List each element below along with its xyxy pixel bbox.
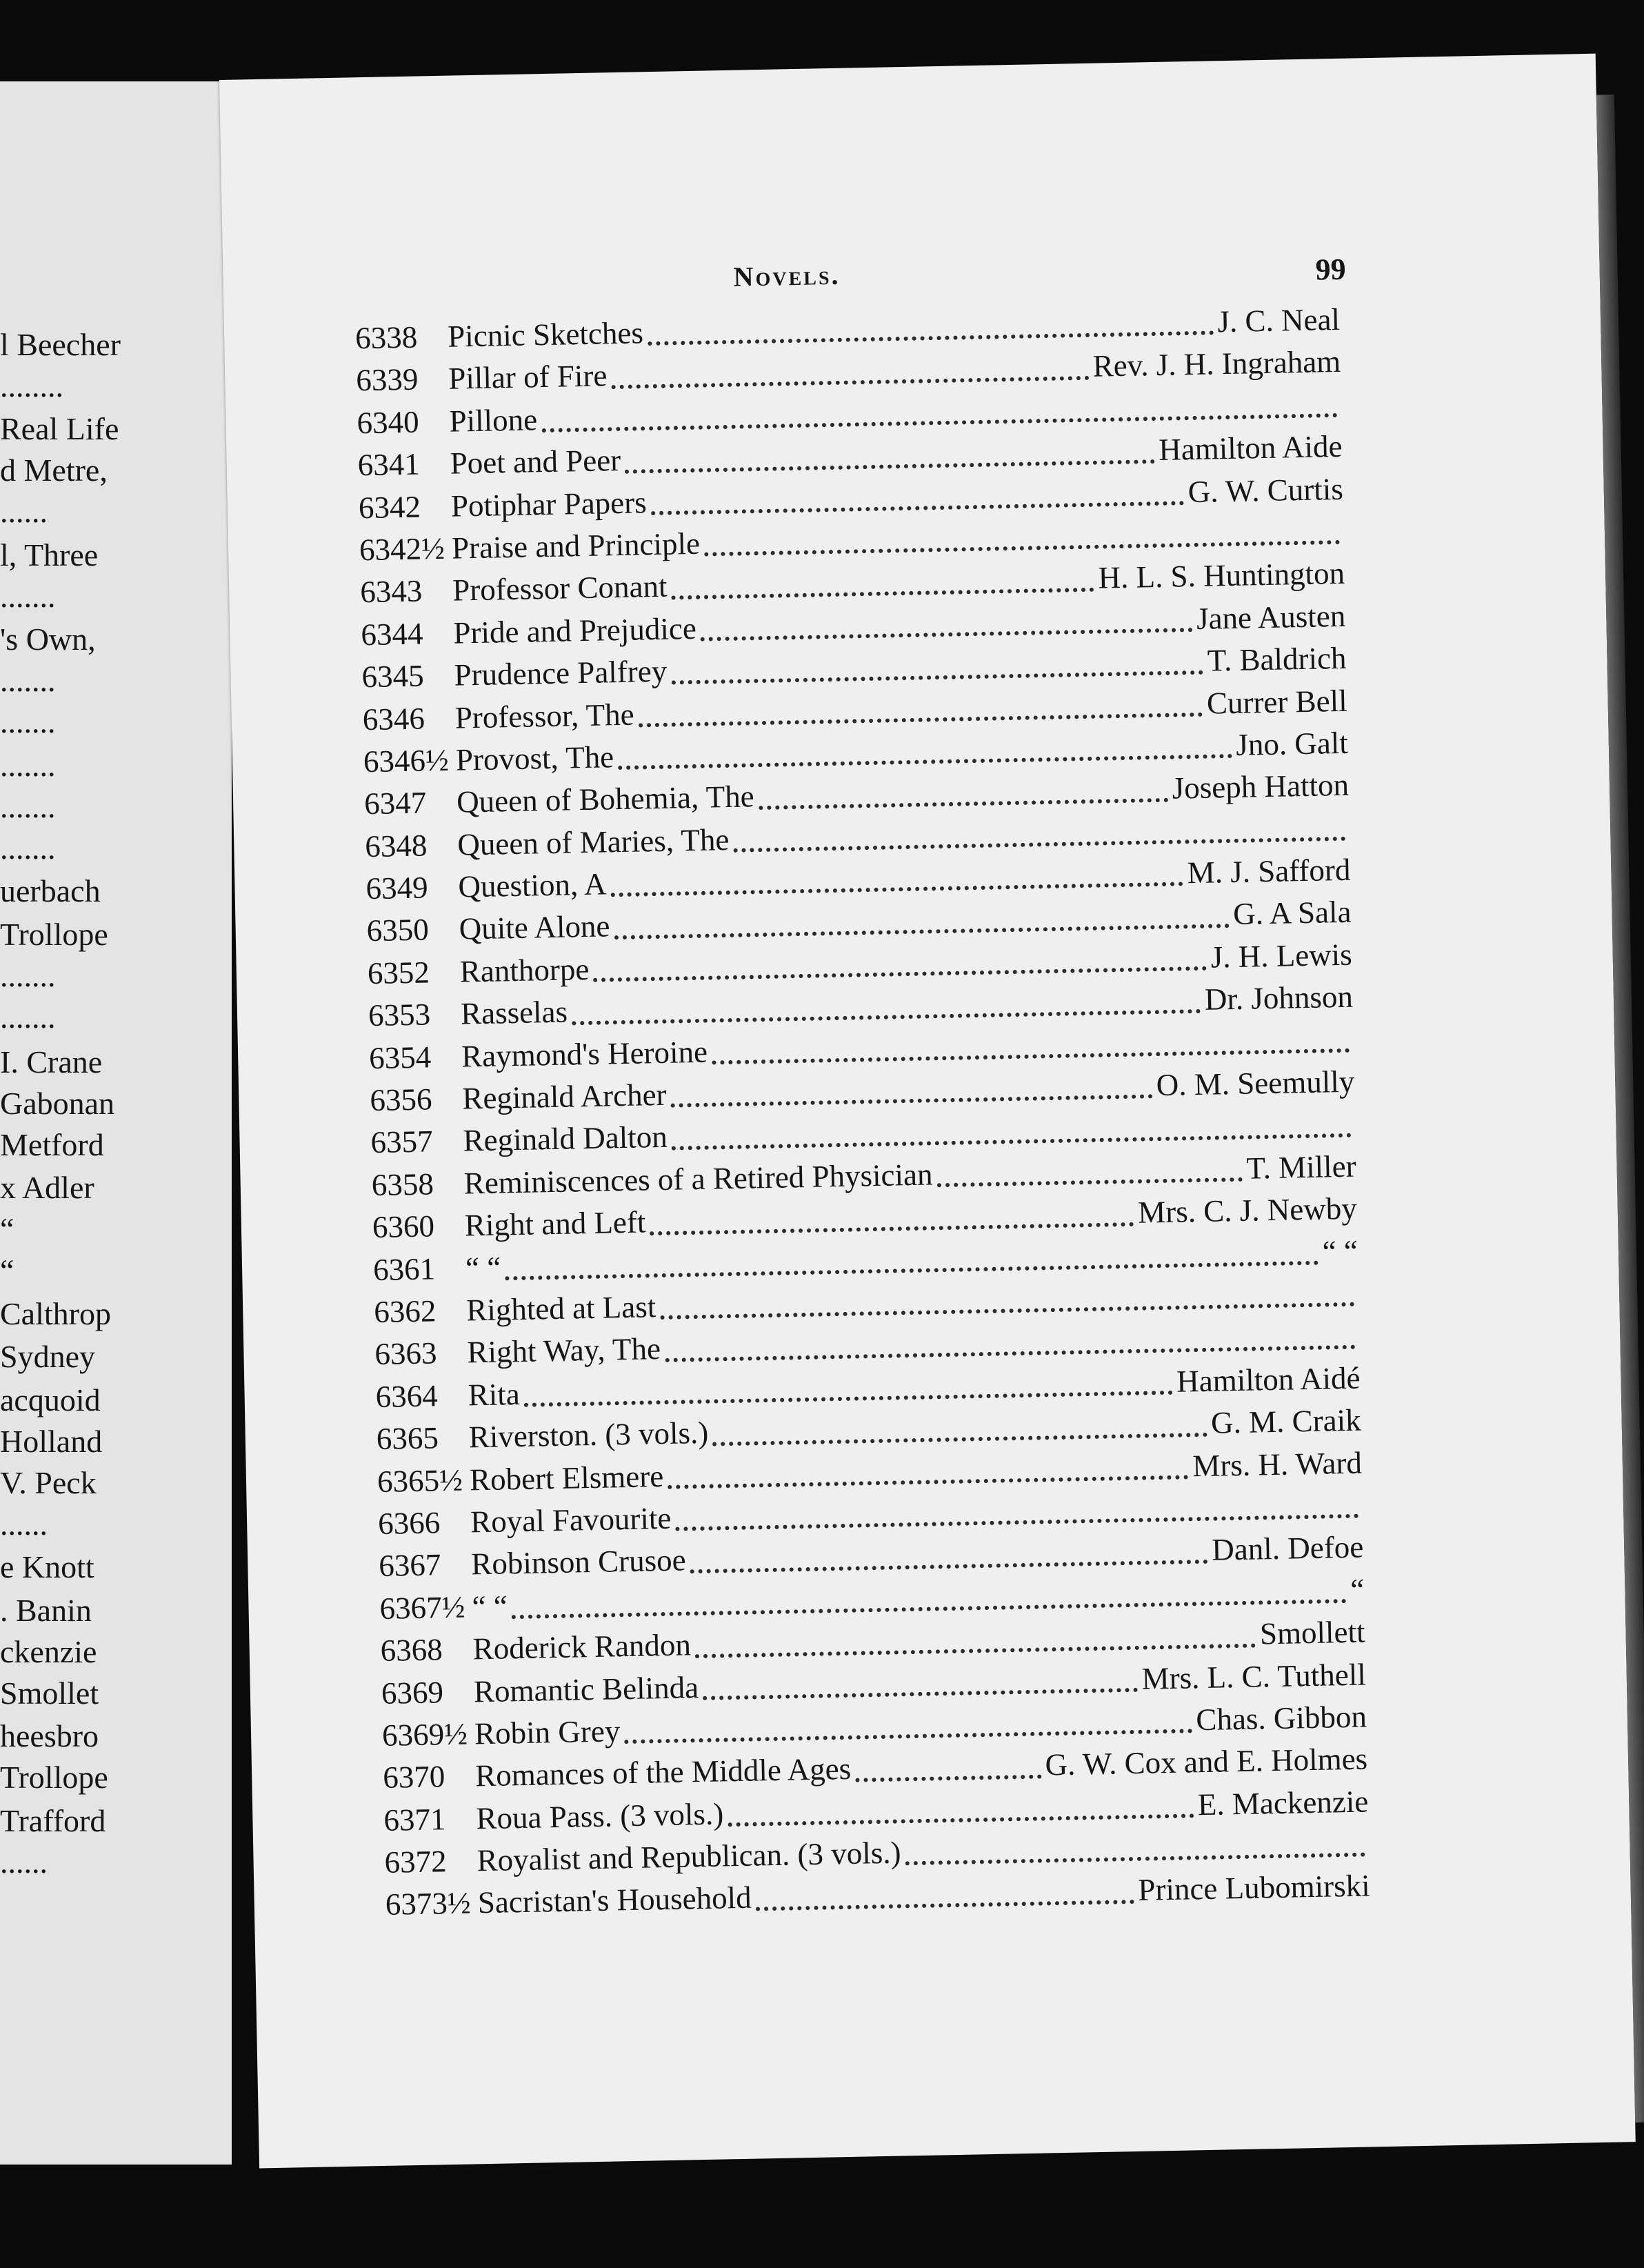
dot-leader	[612, 376, 1090, 389]
dot-leader	[524, 1391, 1173, 1407]
entry-title: Rita	[468, 1376, 521, 1413]
left-page-fragment: “	[0, 1253, 14, 1288]
entry-number: 6356	[369, 1082, 432, 1118]
entry-number: 6352	[367, 955, 430, 991]
entry-title: Reginald Archer	[461, 1077, 667, 1116]
entry-title: Pillar of Fire	[448, 358, 608, 397]
entry-number: 6342	[358, 489, 421, 525]
left-page-fragment: .......	[0, 789, 56, 824]
entry-title: Quite Alone	[459, 908, 610, 947]
entry-number: 6366	[377, 1505, 441, 1541]
entry-author: Currer Bell	[1206, 683, 1348, 721]
left-page-fragment: ........	[0, 368, 63, 404]
left-page-fragment: ......	[0, 1844, 48, 1880]
entry-title: Royalist and Republican. (3 vols.)	[477, 1835, 901, 1878]
entry-number: 6340	[357, 404, 420, 441]
dot-leader	[671, 670, 1203, 684]
entry-title: Picnic Sketches	[447, 315, 644, 354]
left-page-fragment: d Metre,	[0, 452, 108, 488]
entry-number: 6369	[381, 1674, 444, 1711]
entry-number: 6365½	[377, 1462, 463, 1499]
entry-title: “ “	[472, 1589, 508, 1624]
entry-title: Right and Left	[464, 1204, 646, 1243]
dot-leader	[668, 1475, 1188, 1489]
entry-title: Riverston. (3 vols.)	[468, 1415, 709, 1455]
entry-title: Praise and Principle	[451, 526, 701, 566]
left-page-fragment: I. Crane	[0, 1044, 103, 1080]
entry-author: J. H. Lewis	[1210, 937, 1353, 975]
entry-number: 6339	[355, 361, 419, 398]
left-page-fragment: Smollet	[0, 1675, 99, 1711]
entry-title: “ “	[465, 1250, 501, 1286]
dot-leader	[618, 754, 1232, 770]
entry-number: 6369½	[381, 1716, 468, 1753]
entry-title: Roderick Randon	[472, 1627, 692, 1667]
left-page-fragment: 's Own,	[0, 621, 96, 657]
entry-author: H. L. S. Huntington	[1098, 556, 1345, 596]
entry-title: Prudence Palfrey	[454, 653, 668, 693]
dot-leader	[756, 1900, 1134, 1911]
left-page-fragment: .......	[0, 579, 56, 614]
left-page-fragment: heesbro	[0, 1718, 99, 1753]
dot-leader	[734, 837, 1346, 853]
left-page-fragment: l Beecher	[0, 327, 121, 362]
left-page-fragment: Trollope	[0, 1760, 108, 1795]
left-page-fragment: ckenzie	[0, 1634, 97, 1669]
dot-leader	[672, 588, 1094, 600]
dot-leader	[572, 1009, 1201, 1026]
entry-number: 6373½	[385, 1885, 472, 1922]
entry-number: 6343	[359, 573, 423, 610]
entry-number: 6363	[374, 1335, 437, 1372]
dot-leader	[660, 1302, 1354, 1320]
dot-leader	[676, 1514, 1359, 1531]
left-page-fragment: Calthrop	[0, 1296, 111, 1331]
entry-author: Hamilton Aidé	[1176, 1360, 1361, 1399]
entry-number: 6346	[362, 700, 425, 737]
dot-leader	[728, 1813, 1194, 1827]
entry-title: Potiphar Papers	[450, 484, 648, 524]
entry-title: Romantic Belinda	[473, 1669, 699, 1709]
entry-number: 6353	[368, 997, 431, 1033]
entry-number: 6362	[373, 1293, 437, 1330]
entry-author: G. W. Cox and E. Holmes	[1045, 1741, 1368, 1782]
entry-title: Robert Elsmere	[469, 1458, 664, 1497]
left-page-fragment: ......	[0, 494, 48, 529]
dot-leader	[703, 1688, 1138, 1700]
left-page-fragment: Trollope	[0, 917, 108, 952]
entry-title: Royal Favourite	[470, 1500, 672, 1540]
running-header: Novels.	[733, 259, 841, 292]
entry-number: 6350	[366, 912, 430, 948]
entry-number: 6342½	[359, 530, 445, 568]
left-page-fragment: . Banin	[0, 1593, 92, 1628]
entry-title: Queen of Bohemia, The	[456, 779, 755, 819]
left-page-fragment: ......	[0, 1506, 48, 1542]
entry-title: Reminiscences of a Retired Physician	[463, 1157, 933, 1201]
left-page-fragment: .......	[0, 704, 56, 739]
dot-leader	[625, 459, 1154, 474]
left-page-fragment: .......	[0, 958, 56, 993]
left-page-fragment: Sydney	[0, 1339, 95, 1374]
entry-title: Robinson Crusoe	[470, 1542, 687, 1582]
entry-number: 6357	[370, 1124, 434, 1160]
dot-leader	[625, 1729, 1192, 1744]
entry-author: Joseph Hatton	[1172, 768, 1350, 806]
entry-title: Pride and Prejudice	[452, 610, 697, 650]
entry-title: Right Way, The	[467, 1331, 661, 1370]
entry-author: Jno. Galt	[1235, 725, 1349, 762]
left-page-fragment: V. Peck	[0, 1465, 97, 1500]
dot-leader	[759, 797, 1168, 809]
entry-author: “	[1350, 1572, 1365, 1607]
entry-number: 6345	[361, 658, 425, 695]
left-page-fragment: “	[0, 1211, 14, 1246]
entry-title: Romances of the Middle Ages	[474, 1751, 852, 1793]
right-page	[219, 54, 1636, 2169]
entry-author: Jane Austen	[1196, 598, 1346, 636]
entry-number: 6367½	[379, 1589, 465, 1626]
entry-author: T. Miller	[1245, 1148, 1357, 1186]
dot-leader	[665, 1344, 1355, 1362]
entry-number: 6346½	[363, 742, 450, 779]
entry-number: 6344	[360, 616, 423, 652]
left-page-fragment: acquoid	[0, 1382, 101, 1418]
entry-number: 6349	[365, 870, 429, 906]
entry-author: G. W. Curtis	[1187, 471, 1344, 509]
entry-number: 6348	[364, 828, 428, 864]
entry-title: Question, A	[458, 866, 607, 904]
entry-title: Queen of Maries, The	[457, 822, 730, 862]
entry-author: G. M. Craik	[1210, 1402, 1362, 1440]
page-number: 99	[1315, 252, 1347, 287]
entry-title: Raymond's Heroine	[461, 1034, 708, 1074]
entry-number: 6367	[378, 1547, 441, 1584]
dot-leader	[690, 1560, 1208, 1573]
entry-title: Provost, The	[455, 739, 614, 777]
entry-number: 6358	[371, 1166, 434, 1202]
entry-number: 6365	[376, 1420, 439, 1457]
left-page-fragment: .......	[0, 663, 56, 698]
entry-author: Hamilton Aide	[1158, 429, 1343, 468]
left-page-fragment: .......	[0, 748, 56, 783]
dot-leader	[672, 1133, 1352, 1151]
left-page-fragment: Real Life	[0, 411, 119, 446]
entry-author: Danl. Defoe	[1211, 1529, 1364, 1568]
entry-author: G. A Sala	[1232, 895, 1352, 932]
entry-number: 6370	[382, 1759, 445, 1796]
entry-number: 6372	[384, 1844, 448, 1880]
entry-author: T. Baldrich	[1207, 640, 1347, 678]
entry-number: 6371	[383, 1801, 446, 1838]
entry-author: Chas. Gibbon	[1195, 1699, 1367, 1738]
left-page-fragment: e Knott	[0, 1549, 94, 1584]
dot-leader	[905, 1853, 1365, 1866]
entry-title: Rasselas	[460, 994, 568, 1031]
left-page-fragment: x Adler	[0, 1170, 94, 1205]
dot-leader	[505, 1261, 1319, 1281]
entry-author: Mrs. C. J. Newby	[1137, 1191, 1358, 1230]
entry-number: 6341	[357, 446, 421, 483]
dot-leader	[541, 413, 1337, 432]
dot-leader	[651, 501, 1184, 515]
dot-leader	[611, 882, 1183, 897]
entry-author: Dr. Johnson	[1204, 979, 1354, 1017]
entry-number: 6368	[380, 1632, 443, 1669]
entry-number: 6364	[375, 1378, 439, 1414]
left-page-fragment: Trafford	[0, 1803, 106, 1838]
dot-leader	[855, 1774, 1041, 1782]
entry-author: M. J. Safford	[1187, 852, 1351, 891]
dot-leader	[650, 1222, 1134, 1235]
dot-leader	[695, 1643, 1256, 1658]
entry-author: O. M. Seemully	[1156, 1064, 1355, 1103]
dot-leader	[648, 331, 1214, 346]
left-page-fragment: Metford	[0, 1127, 104, 1162]
entry-number: 6361	[372, 1251, 436, 1287]
dot-leader	[712, 1048, 1350, 1065]
entry-author: Smollett	[1259, 1614, 1365, 1651]
catalog-entries	[355, 301, 1371, 1929]
entry-title: Robin Grey	[474, 1713, 621, 1751]
dot-leader	[937, 1177, 1243, 1188]
entry-title: Ranthorpe	[459, 951, 590, 989]
entry-number: 6360	[372, 1208, 435, 1245]
entry-author: Rev. J. H. Ingraham	[1092, 344, 1341, 384]
left-page-fragment: .......	[0, 830, 56, 866]
entry-author: “ “	[1322, 1233, 1359, 1269]
dot-leader	[704, 540, 1340, 557]
entry-author: Mrs. H. Ward	[1192, 1445, 1363, 1483]
entry-author: Prince Lubomirski	[1137, 1868, 1371, 1908]
entry-author: Mrs. L. C. Tuthell	[1141, 1657, 1367, 1696]
entry-title: Professor Conant	[452, 569, 668, 608]
dot-leader	[671, 1095, 1152, 1108]
entry-author: J. C. Neal	[1217, 301, 1341, 339]
left-page-fragment: uerbach	[0, 873, 101, 908]
dot-leader	[639, 713, 1203, 728]
dot-leader	[701, 628, 1192, 641]
entry-number: 6338	[354, 319, 418, 356]
left-page-fragment: l, Three	[0, 537, 99, 573]
left-page-fragment: .......	[0, 999, 56, 1035]
entry-author: E. Mackenzie	[1197, 1784, 1369, 1822]
entry-title: Sacristan's Household	[477, 1880, 752, 1920]
entry-title: Roua Pass. (3 vols.)	[475, 1796, 724, 1836]
page-edge	[1596, 94, 1644, 2122]
entry-title: Pillone	[449, 402, 538, 439]
entry-number: 6354	[368, 1040, 432, 1075]
dot-leader	[594, 966, 1207, 982]
left-page-fragment: Holland	[0, 1424, 103, 1459]
entry-title: Professor, The	[454, 697, 635, 735]
dot-leader	[713, 1432, 1207, 1446]
left-page	[0, 81, 232, 2165]
entry-title: Poet and Peer	[450, 443, 621, 481]
dot-leader	[614, 924, 1230, 939]
entry-title: Righted at Last	[465, 1289, 656, 1328]
entry-number: 6347	[363, 785, 427, 822]
entry-title: Reginald Dalton	[463, 1120, 668, 1158]
left-page-fragment: Gabonan	[0, 1086, 115, 1121]
